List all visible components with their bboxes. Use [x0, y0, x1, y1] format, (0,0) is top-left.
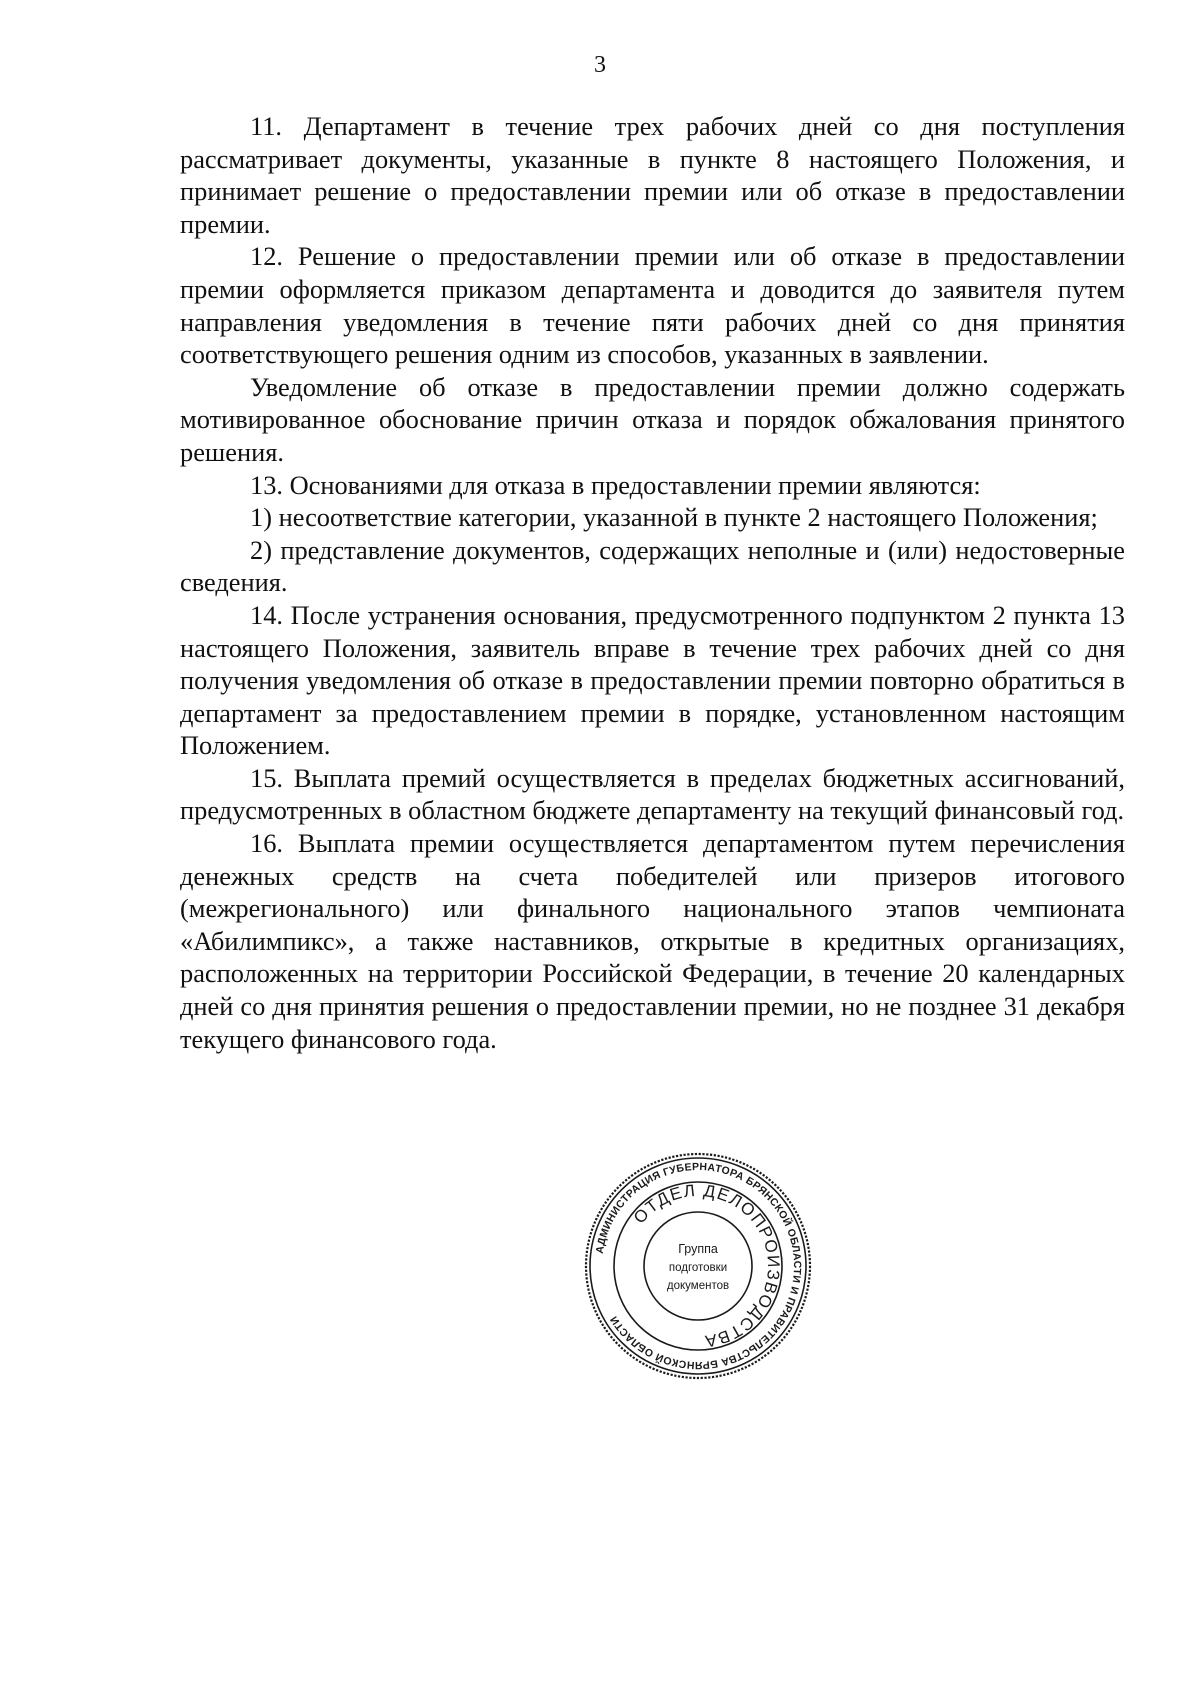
paragraph-16: 16. Выплата премии осуществляется департаментом путем перечисления денежных средств на счета победителей или призеров итогового (межрегионального) или финального национального этапов чемпионата «Абилимпикс», а также наставников, открытые в кредитных организациях, расположенных на территории Российской Федерации, в течение 20 календарных дней со дня принятия решения о предоставлении премии, но не позднее 31 декабря текущего финансового года.	[180, 828, 1125, 1054]
stamp-outer-text: АДМИНИСТРАЦИЯ ГУБЕРНАТОРА БРЯНСКОЙ ОБЛАСТИ И ПРАВИТЕЛЬСТВА БРЯНСКОЙ ОБЛАСТИ	[593, 1160, 804, 1372]
page-number: 3	[594, 52, 606, 78]
paragraph-13: 13. Основаниями для отказа в предоставлении премии являются:	[250, 469, 981, 500]
stamp-inner-text: ОТДЕЛ ДЕЛОПРОИЗВОДСТВА	[629, 1180, 784, 1351]
stamp-center-line-2: подготовки	[668, 1262, 728, 1274]
paragraph-13-item-2: 2) представление документов, содержащих неполные и (или) недостоверные сведения.	[180, 534, 1125, 598]
document-body	[180, 110, 1125, 1055]
paragraph-12: 12. Решение о предоставлении премии или об отказе в предоставлении премии оформляется приказом департамента и доводится до заявителя путем направления уведомления в течение пяти рабочих дней со дня принятия соответствующего решения одним из способов, указанных в заявлении.	[180, 241, 1125, 370]
official-stamp	[582, 1150, 814, 1382]
paragraph-15: 15. Выплата премий осуществляется в пределах бюджетных ассигнований, предусмотренных в областном бюджете департаменту на текущий финансовый год.	[180, 762, 1125, 826]
paragraph-11: 11. Департамент в течение трех рабочих дней со дня поступления рассматривает документы, указанные в пункте 8 настоящего Положения, и принимает решение о предоставлении премии или об отказе в предоставлении премии.	[180, 111, 1125, 239]
stamp-center-line-1: Группа	[678, 1242, 718, 1256]
stamp-seal-icon	[582, 1150, 814, 1382]
paragraph-13-item-1: 1) несоответствие категории, указанной в пункте 2 настоящего Положения;	[250, 502, 1098, 533]
stamp-center-line-3: документов	[666, 1280, 730, 1292]
paragraph-notice: Уведомление об отказе в предоставлении премии должно содержать мотивированное обоснование причин отказа и порядок обжалования принятого решения.	[180, 371, 1125, 467]
paragraph-14: 14. После устранения основания, предусмотренного подпунктом 2 пункта 13 настоящего Положения, заявитель вправе в течение трех рабочих дней со дня получения уведомления об отказе в предоставлении премии повторно обратиться в департамент за предоставлением премии в порядке, установленном настоящим Положением.	[180, 599, 1125, 761]
